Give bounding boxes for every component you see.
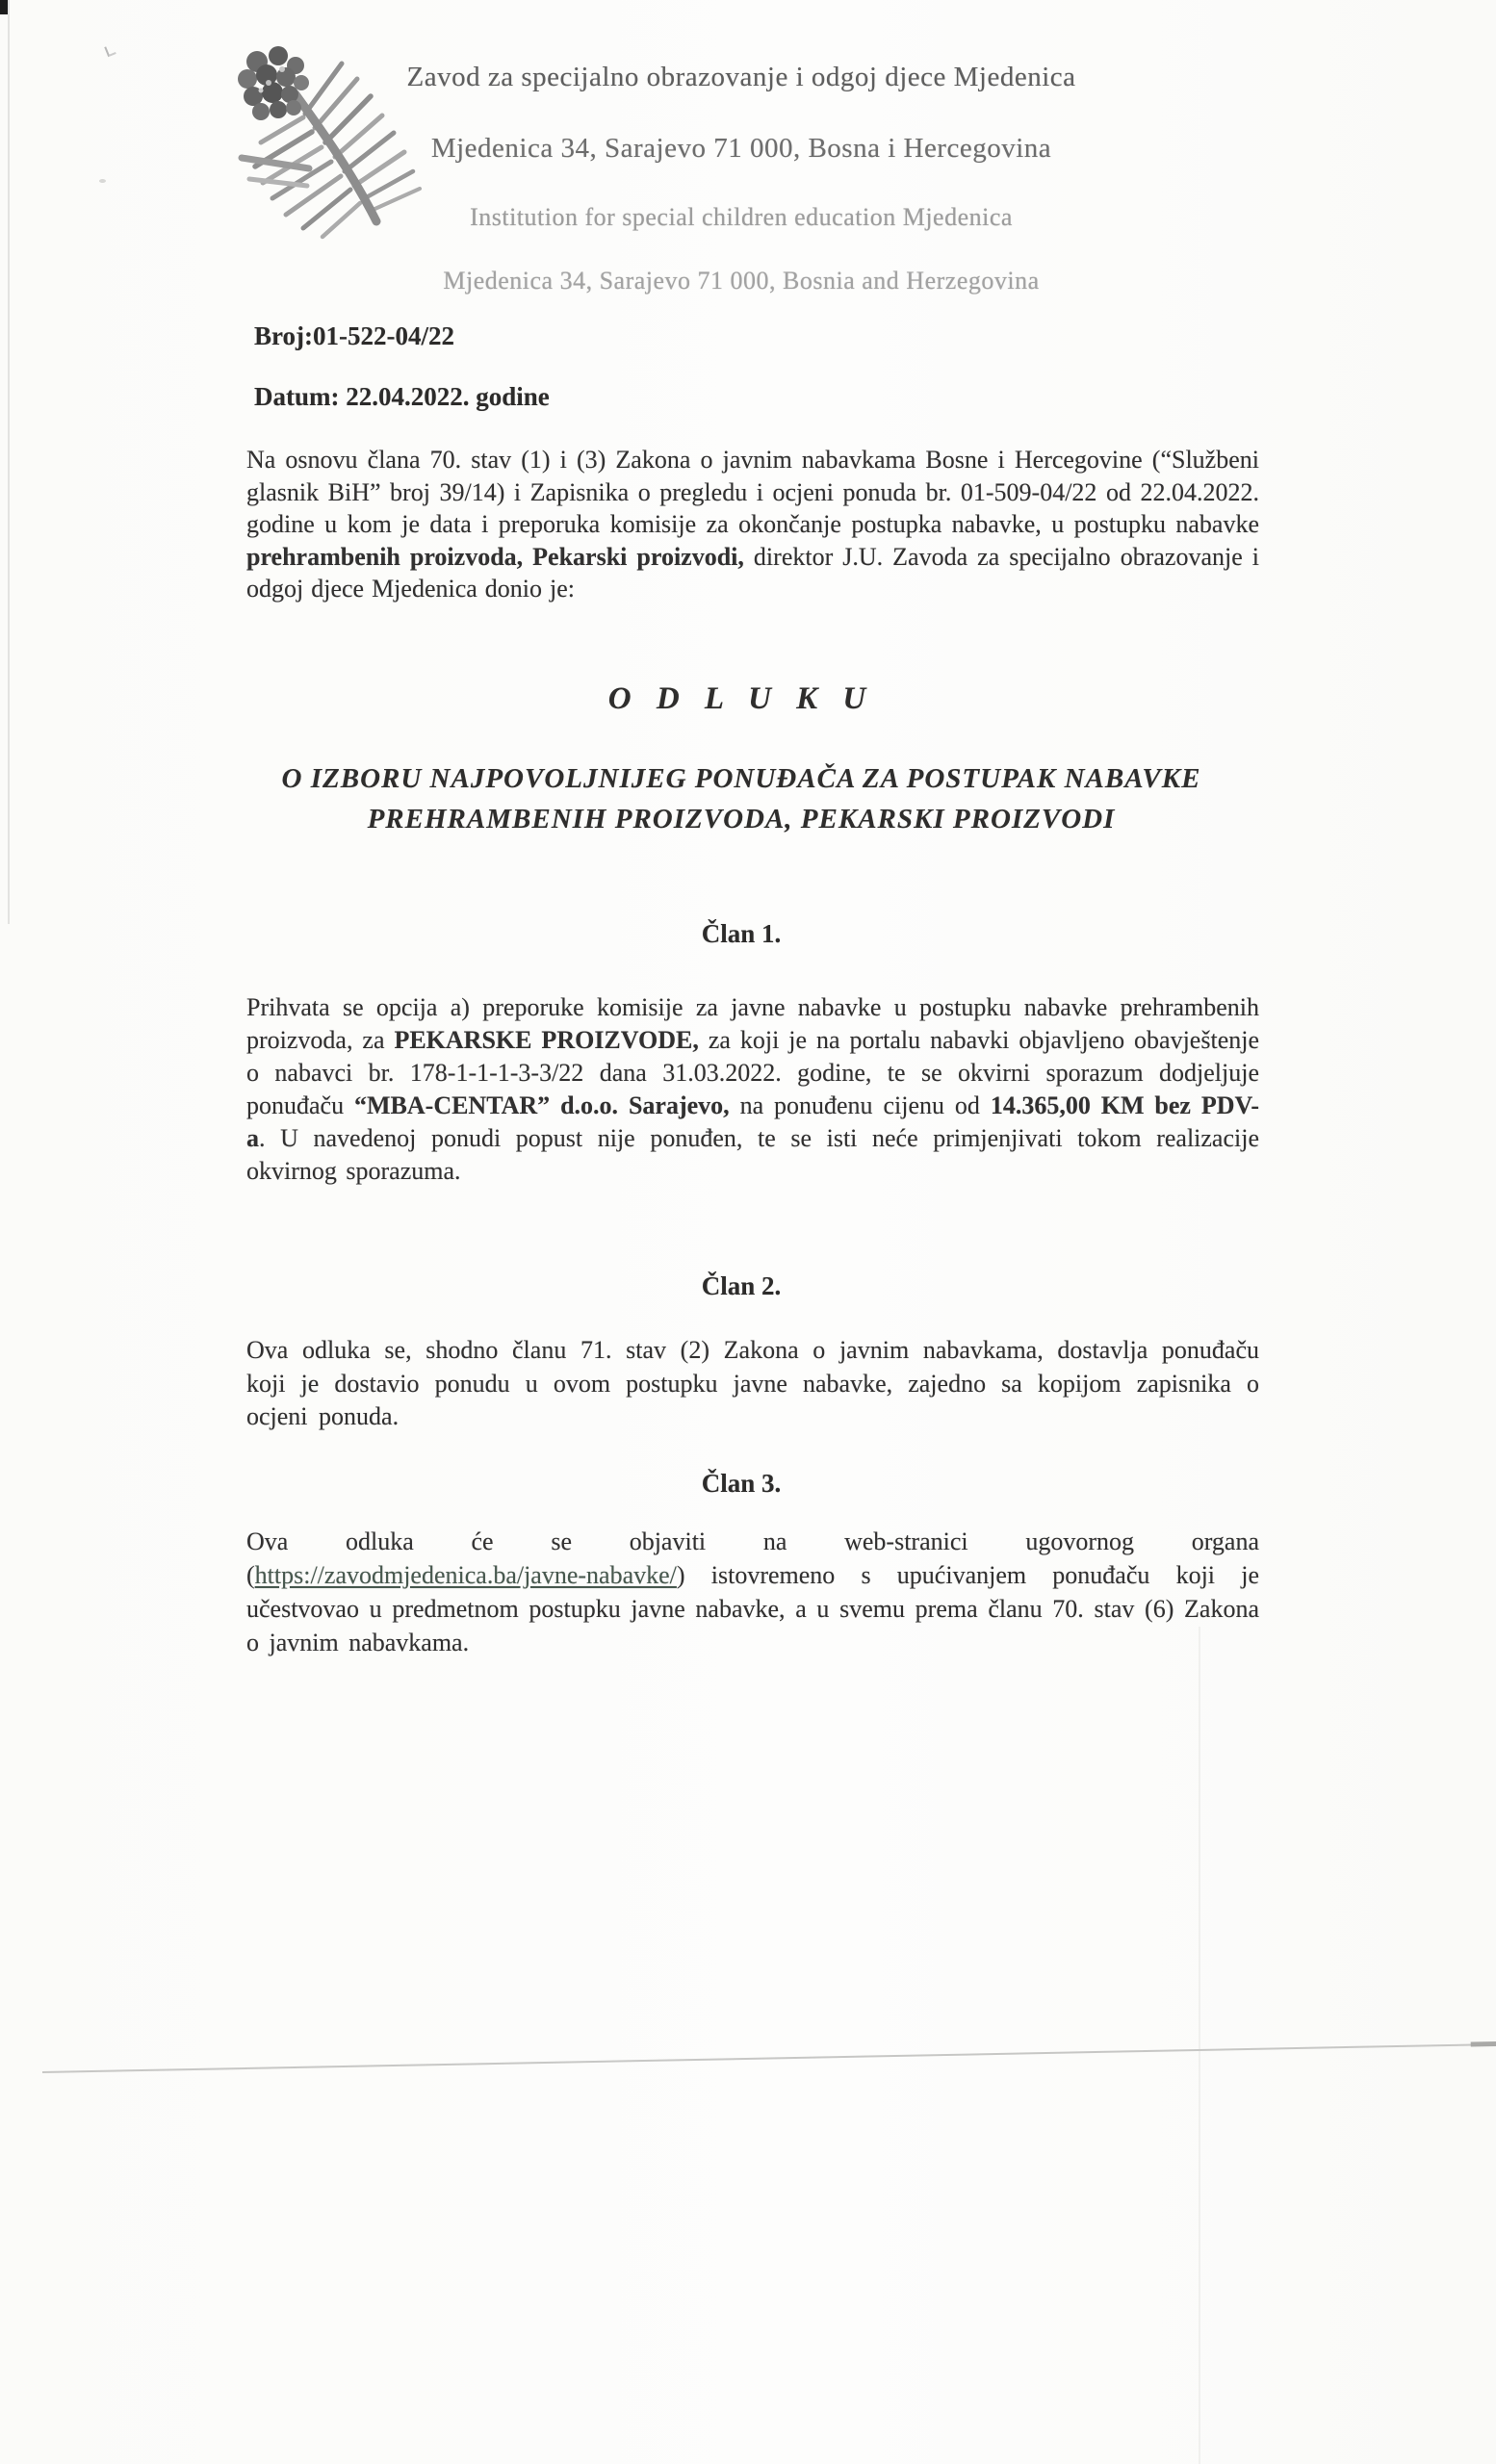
footer-rule (42, 2043, 1496, 2073)
text-segment: direktor J.U. Zavoda za specijalno obrazovanje i odgoj djece Mjedenica donio je: (246, 542, 1259, 603)
article-3-paragraph (246, 1525, 1259, 1659)
scan-right-edge-line (1199, 1627, 1200, 2464)
reference-number: Broj:01-522-04/22 (254, 321, 454, 350)
text-segment: Prihvata se opcija a) preporuke komisije za javne nabavke u postupku nabavke prehrambenih proizvoda, za (246, 993, 1259, 1054)
article-3-heading: Član 3. (701, 1469, 782, 1498)
decision-subtitle-line-1: O IZBORU NAJPOVOLJNIJEG PONUĐAČA ZA POSTUPAK NABAVKE (281, 763, 1201, 794)
text-segment: Ova odluka će se objaviti na web-stranici ugovornog organa (246, 1527, 1259, 1555)
decision-subtitle (231, 758, 1251, 839)
text-segment-bold: 14.365,00 KM bez PDV-a (246, 1091, 1260, 1152)
text-segment: za koji je na portalu nabavki objavljeno obavještenje o nabavci br. 178-1-1-1-3-3/22 dana 31.03.2022. godine, te se okvirni sporazum dodjeljuje ponuđaču (246, 1026, 1259, 1119)
text-segment: Na osnovu člana 70. stav (1) i (3) Zakona o javnim nabavkama Bosne i Hercegovine (“Službeni glasnik BiH” broj 39/14) i Zapisnika o pregledu i ocjeni ponuda br. 01-509-04/22 od 22.04.2022. godine u kom je data i preporuka komisije za okončanje postupka nabavke, u postupku nabavke (246, 446, 1259, 538)
text-segment-bold: PEKARSKE PROIZVODE, (394, 1026, 699, 1054)
decision-subtitle-line-2: PREHRAMBENIH PROIZVODA, PEKARSKI PROIZVODI (367, 804, 1116, 834)
org-address-bosnian: Mjedenica 34, Sarajevo 71 000, Bosna i Hercegovina (430, 133, 1052, 164)
org-address-english: Mjedenica 34, Sarajevo 71 000, Bosnia and Herzegovina (443, 267, 1040, 295)
text-segment: ( (246, 1561, 255, 1589)
org-name-english: Institution for special children education Mjedenica (470, 203, 1013, 231)
text-segment: Ova odluka se, shodno članu 71. stav (2) Zakona o javnim nabavkama, dostavlja ponuđaču koji je dostavio ponudu u ovom postupku javne nabavke, zajedno sa kopijom zapisnika o ocjeni ponuda. (246, 1336, 1259, 1430)
article-1-paragraph (246, 991, 1259, 1188)
text-segment: . U navedenoj ponudi popust nije ponuđen, te se isti neće primjenjivati tokom realizacije okvirnog sporazuma. (246, 1124, 1259, 1185)
text-segment-bold: “MBA-CENTAR” d.o.o. Sarajevo, (354, 1091, 730, 1119)
footer-rule-end-mark (1471, 2041, 1496, 2047)
org-name-bosnian: Zavod za specijalno obrazovanje i odgoj djece Mjedenica (406, 62, 1076, 92)
javne-nabavke-link[interactable]: https://zavodmjedenica.ba/javne-nabavke/ (254, 1561, 677, 1589)
article-2-heading: Član 2. (701, 1271, 782, 1300)
article-1-heading: Član 1. (701, 919, 782, 948)
link-wrap (246, 1561, 685, 1589)
text-segment: ) (676, 1561, 685, 1589)
decision-title: O D L U K U (607, 681, 875, 716)
text-segment-bold: prehrambenih proizvoda, Pekarski proizvodi, (246, 542, 744, 571)
reference-date: Datum: 22.04.2022. godine (254, 382, 550, 411)
intro-paragraph (246, 444, 1259, 605)
scan-left-edge-line (8, 0, 10, 924)
text-segment: na ponuđenu cijenu od (729, 1091, 991, 1119)
scan-speck (99, 179, 106, 183)
article-2-paragraph (246, 1334, 1259, 1434)
scan-speck (104, 44, 116, 58)
text-segment: istovremeno s upućivanjem ponuđaču koji je učestvovao u predmetnom postupku javne nabavke, a u svemu prema članu 70. stav (6) Zakona o javnim nabavkama. (246, 1561, 1259, 1656)
